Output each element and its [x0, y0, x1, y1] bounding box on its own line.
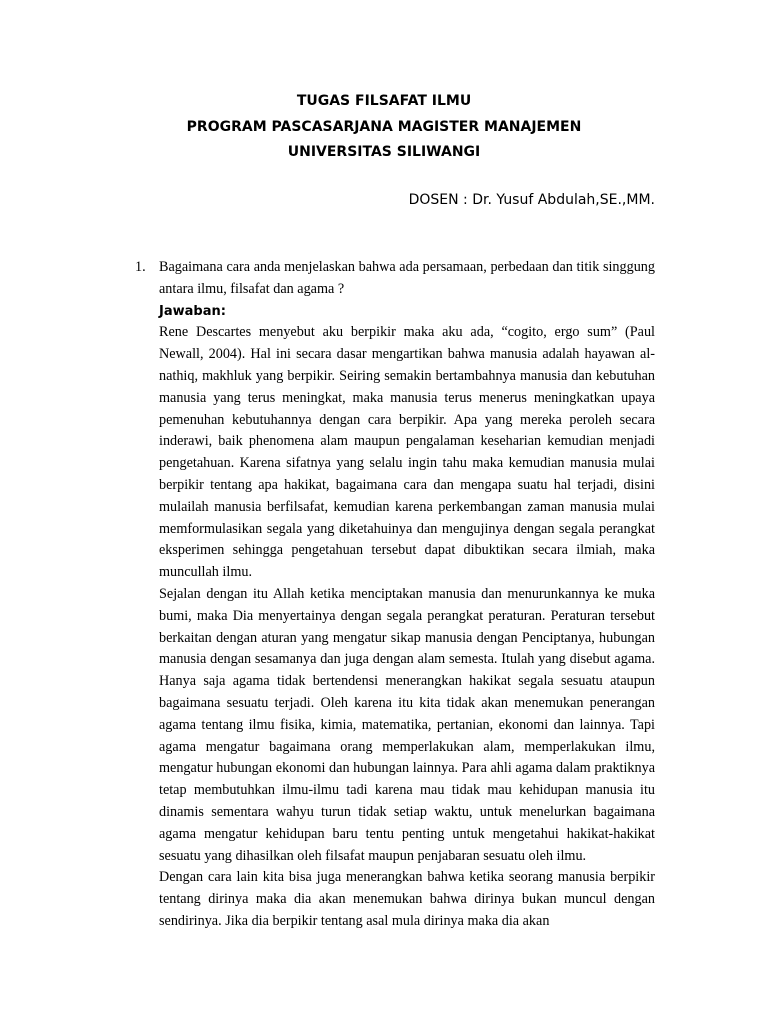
question-list	[135, 257, 655, 933]
question-text: Bagaimana cara anda menjelaskan bahwa ada persamaan, perbedaan dan titik singgung antara ilmu, filsafat dan agama ?	[159, 259, 655, 297]
answer-paragraph: Rene Descartes menyebut aku berpikir maka aku ada, “cogito, ergo sum” (Paul Newall, 2004). Hal ini secara dasar mengartikan bahwa manusia adalah hayawan al-nathiq, makhluk yang berpikir. Seiring semakin bertambahnya manusia dan kebutuhan manusia yang terus meningkat, maka manusia terus menerus meningkatkan upaya pemenuhan kebutuhannya dengan cara berpikir. Apa yang mereka peroleh secara inderawi, baik phenomena alam maupun pengalaman keseharian kemudian menjadi pengetahuan. Karena sifatnya yang selalu ingin tahu maka kemudian manusia mulai berpikir tentang apa hakikat, bagaimana cara dan mengapa suatu hal terjadi, disini mulailah manusia berfilsafat, kemudian karena perkembangan zaman manusia mulai memformulasikan segala yang diketahuinya dan mengujinya dengan segala perangkat eksperimen sehingga pengetahuan tersebut dapat dibuktikan secara ilmiah, maka muncullah ilmu.	[159, 324, 655, 581]
question-item	[135, 257, 655, 933]
program-name: PROGRAM PASCASARJANA MAGISTER MANAJEMEN	[186, 119, 582, 135]
document-title: TUGAS FILSAFAT ILMU	[296, 93, 472, 109]
question-number: 1.	[135, 259, 146, 275]
lecturer-line: DOSEN : Dr. Yusuf Abdulah,SE.,MM.	[408, 192, 655, 208]
university-name: UNIVERSITAS SILIWANGI	[287, 144, 481, 160]
answer-paragraph: Dengan cara lain kita bisa juga menerangkan bahwa ketika seorang manusia berpikir tentang dirinya maka dia akan menemukan bahwa dirinya bukan muncul dengan sendirinya. Jika dia berpikir tentang asal mula dirinya maka dia akan	[159, 869, 655, 929]
question-body	[159, 257, 655, 933]
answer-paragraph: Sejalan dengan itu Allah ketika menciptakan manusia dan menurunkannya ke muka bumi, maka Dia menyertainya dengan segala perangkat peraturan. Peraturan tersebut berkaitan dengan aturan yang mengatur sikap manusia dengan Penciptanya, hubungan manusia dengan sesamanya dan juga dengan alam semesta. Itulah yang disebut agama. Hanya saja agama tidak bertendensi menerangkan hakikat segala sesuatu ataupun bagaimana sesuatu terjadi. Oleh karena itu kita tidak akan menemukan penerangan agama tentang ilmu fisika, kimia, matematika, pertanian, ekonomi dan lainnya. Tapi agama mengatur bagaimana orang memperlakukan alam, memperlakukan ilmu, mengatur hubungan ekonomi dan hubungan lainnya. Para ahli agama dalam praktiknya tetap membutuhkan ilmu-ilmu tadi karena mau tidak mau kehidupan manusia itu dinamis sementara wahyu turun tidak setiap waktu, untuk menelurkan bagaimana agama mengatur kehidupan baru tentu penting untuk mengetahui hakikat-hakikat sesuatu yang dihasilkan oleh filsafat maupun penjabaran sesuatu oleh ilmu.	[159, 585, 655, 864]
answer-label: Jawaban:	[159, 303, 226, 319]
